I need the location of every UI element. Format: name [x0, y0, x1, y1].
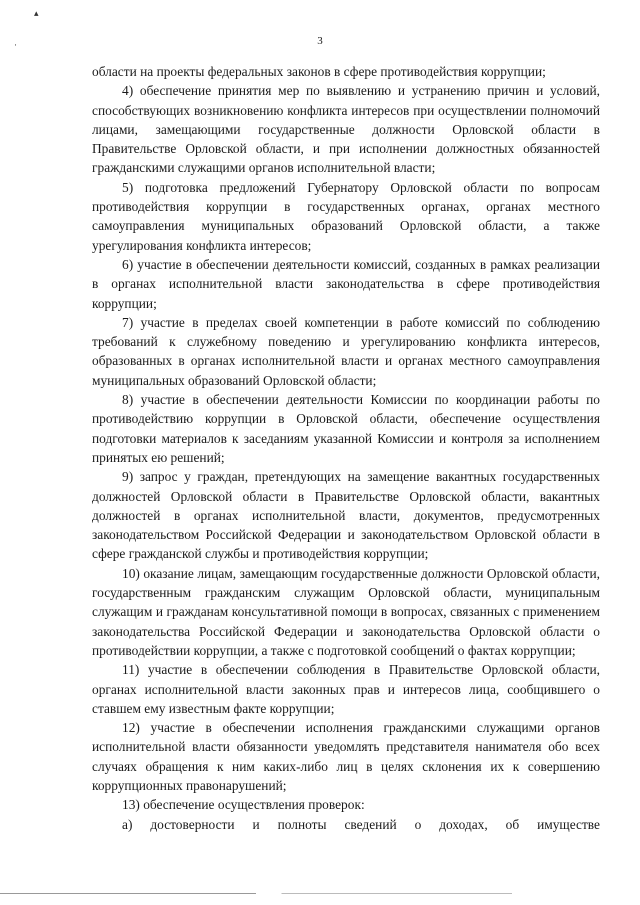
scan-edge-line	[0, 893, 640, 894]
paragraph-item-6: 6) участие в обеспечении деятельности комиссий, созданных в рамках реализации в органах исполнительной власти законодательства в сфере противодействия коррупции;	[92, 256, 600, 311]
paragraph-continuation: области на проекты федеральных законов в сфере противодействия коррупции;	[92, 64, 546, 79]
scan-mark: ▴	[34, 8, 39, 18]
paragraph-item-13a: а) достоверности и полноты сведений о доходах, об имуществе	[122, 816, 600, 832]
document-body	[92, 62, 600, 834]
paragraph-item-13: 13) обеспечение осуществления проверок:	[122, 797, 365, 813]
page-number: 3	[317, 35, 323, 47]
paragraph-item-12: 12) участие в обеспечении исполнения гражданскими служащими органов исполнительной власти обязанности уведомлять представителя нанимателя обо всех случаях обращения к ним каких-либо лиц в целях склонения их к совершению коррупционных правонарушений;	[92, 720, 600, 793]
paragraph-item-8: 8) участие в обеспечении деятельности Комиссии по координации работы по противодействию коррупции в Орловской области, обеспечение осуществления подготовки материалов к заседаниям указанной Комиссии и контроля за исполнением принятых ею решений;	[92, 392, 600, 465]
scan-mark: ·	[14, 40, 17, 50]
paragraph-item-4: 4) обеспечение принятия мер по выявлению и устранению причин и условий, способствующих возникновению конфликта интересов при осуществлении полномочий лицами, замещающими государственные должности Орловской области в Правительстве Орловской области, и при исполнении должностных обязанностей гражданскими служащими органов исполнительной власти;	[92, 83, 600, 176]
paragraph-item-7: 7) участие в пределах своей компетенции в работе комиссий по соблюдению требований к служебному поведению и урегулированию конфликта интересов, образованных в органах исполнительной власти и органах местного самоуправления муниципальных образований Орловской области;	[92, 314, 600, 388]
paragraph-item-9: 9) запрос у граждан, претендующих на замещение вакантных государственных должностей Орловской области в Правительстве Орловской области, вакантных должностей в органах исполнительной власти, документов, предусмотренных законодательством Российской Федерации и законодательством Орловской области в сфере гражданской службы и противодействия коррупции;	[92, 469, 600, 562]
paragraph-item-11: 11) участие в обеспечении соблюдения в Правительстве Орловской области, органах исполнительной власти законных прав и интересов лица, сообщившего о ставшем ему известным факте коррупции;	[92, 662, 600, 716]
paragraph-item-10: 10) оказание лицам, замещающим государственные должности Орловской области, государственным гражданским служащим Орловской области, муниципальным служащим и гражданам консультативной помощи в вопросах, связанных с применением законодательства Российской Федерации и законодательства Орловской области о противодействии коррупции, а также с подготовкой сообщений о фактах коррупции;	[92, 565, 600, 658]
paragraph-item-5: 5) подготовка предложений Губернатору Орловской области по вопросам противодействия коррупции в государственных органах, органах местного самоуправления муниципальных образований Орловской области, а также урегулирования конфликта интересов;	[92, 179, 600, 253]
